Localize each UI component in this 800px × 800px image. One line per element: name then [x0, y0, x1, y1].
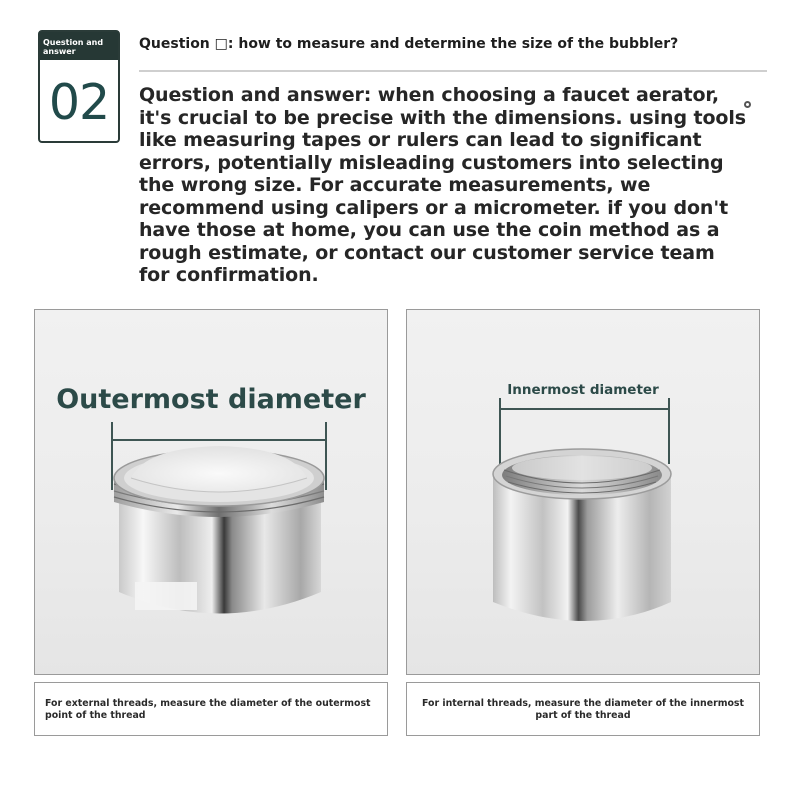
inner-diameter-label: Innermost diameter — [507, 382, 659, 398]
external-thread-aerator-image — [35, 310, 389, 676]
badge-tag: Question and answer — [40, 32, 118, 60]
outer-diameter-caption: For external threads, measure the diameter of the outermost point of the thread — [34, 682, 388, 736]
outer-diameter-label: Outermost diameter — [56, 384, 366, 415]
section-badge — [38, 30, 120, 143]
answer-paragraph: Question and answer: when choosing a faucet aerator, it's crucial to be precise with the dimensions. using tools like measuring tapes or rulers can lead to significant errors, potentially misleading customers into selecting the wrong size. For accurate measurements, we recommend using calipers or a micrometer. if you don't have those at home, you can use the coin method as a rough estimate, or contact our customer service team for confirmation. — [139, 84, 746, 286]
heading-divider — [139, 70, 767, 72]
inner-diameter-panel — [406, 309, 760, 675]
badge-number: 02 — [48, 74, 110, 131]
inner-diameter-caption: For internal threads, measure the diameter of the innermost part of the thread — [406, 682, 760, 736]
ring-mark-icon — [744, 101, 751, 108]
question-heading: Question □: how to measure and determine the size of the bubbler? — [139, 36, 679, 52]
outer-diameter-panel — [34, 309, 388, 675]
internal-thread-aerator-image — [407, 310, 761, 676]
